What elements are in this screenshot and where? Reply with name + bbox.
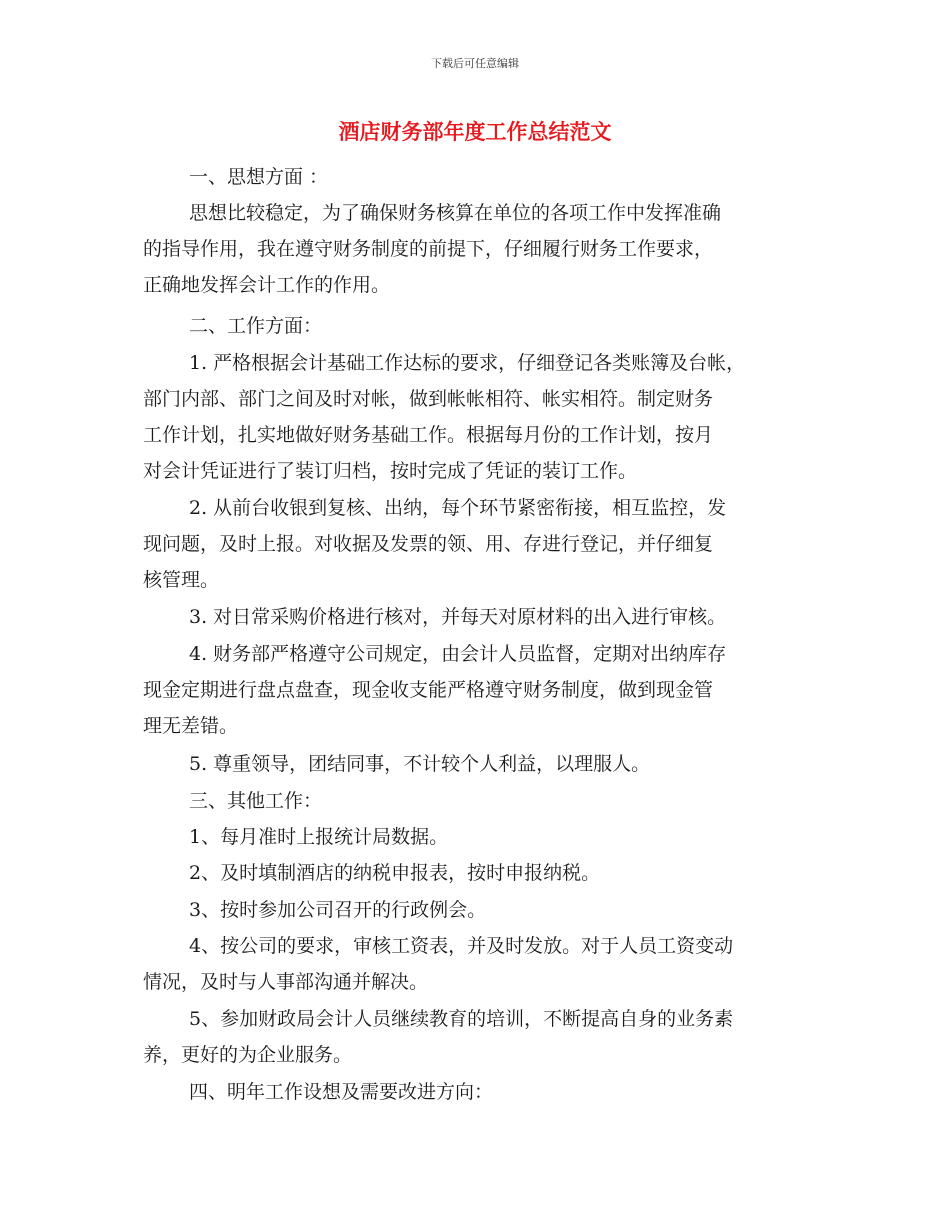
- paragraph: [143, 928, 813, 1000]
- paragraph-line: 情况，及时与人事部沟通并解决。: [143, 971, 429, 993]
- paragraph-line: 3、按时参加公司召开的行政例会。: [189, 899, 487, 921]
- paragraph-line: 三、其他工作：: [189, 790, 323, 812]
- paragraph: [143, 636, 813, 744]
- paragraph-line: 2、及时填制酒店的纳税申报表，按时申报纳税。: [189, 862, 601, 884]
- paragraph-line: 一、思想方面 ：: [189, 166, 329, 188]
- paragraph: [143, 819, 813, 855]
- paragraph: [143, 1074, 813, 1110]
- header-note: 下载后可任意编辑: [431, 57, 519, 70]
- paragraph-line: 养，更好的为企业服务。: [143, 1044, 353, 1066]
- paragraph-line: 4. 财务部严格遵守公司规定，由会计人员监督，定期对出纳库存: [189, 643, 727, 665]
- paragraph: [143, 892, 813, 928]
- paragraph-line: 4、按公司的要求，审核工资表，并及时发放。对于人员工资变动: [189, 935, 734, 957]
- paragraph-line: 四、明年工作设想及需要改进方向：: [189, 1081, 494, 1103]
- paragraph-line: 工作计划，扎实地做好财务基础工作。根据每月份的工作计划，按月: [143, 424, 714, 446]
- paragraph-line: 5. 尊重领导，团结同事，不计较个人利益，以理服人。: [189, 753, 651, 775]
- paragraph: [143, 1001, 813, 1073]
- paragraph-line: 1、每月准时上报统计局数据。: [189, 826, 449, 848]
- paragraph: [143, 490, 813, 598]
- paragraph-line: 的指导作用，我在遵守财务制度的前提下，仔细履行财务工作要求，: [143, 238, 714, 260]
- paragraph: [143, 308, 813, 344]
- paragraph-line: 思想比较稳定，为了确保财务核算在单位的各项工作中发挥准确: [189, 202, 722, 224]
- paragraph: [143, 855, 813, 891]
- paragraph: [143, 746, 813, 782]
- paragraph: [143, 599, 813, 635]
- paragraph-line: 二、工作方面：: [189, 315, 323, 337]
- paragraph: [143, 783, 813, 819]
- paragraph-line: 正确地发挥会计工作的作用。: [143, 274, 391, 296]
- paragraph: [143, 195, 813, 303]
- paragraph-line: 对会计凭证进行了装订归档，按时完成了凭证的装订工作。: [143, 460, 638, 482]
- paragraph-line: 2. 从前台收银到复核、出纳，每个环节紧密衔接，相互监控，发: [189, 497, 727, 519]
- paragraph-line: 现问题，及时上报。对收据及发票的领、用、存进行登记，并仔细复: [143, 533, 714, 555]
- paragraph-line: 核管理。: [143, 569, 220, 591]
- paragraph-line: 理无差错。: [143, 715, 239, 737]
- paragraph-line: 1. 严格根据会计基础工作达标的要求，仔细登记各类账簿及台帐，: [189, 352, 746, 374]
- document-title: 酒店财务部年度工作总结范文: [338, 119, 612, 144]
- paragraph-line: 部门内部、部门之间及时对帐，做到帐帐相符、帐实相符。制定财务: [143, 388, 714, 410]
- paragraph-line: 3. 对日常采购价格进行核对，并每天对原材料的出入进行审核。: [189, 606, 727, 628]
- paragraph: [143, 159, 813, 195]
- paragraph: [143, 345, 813, 489]
- paragraph-line: 5、参加财政局会计人员继续教育的培训，不断提高自身的业务素: [189, 1008, 734, 1030]
- paragraph-line: 现金定期进行盘点盘查，现金收支能严格遵守财务制度，做到现金管: [143, 679, 714, 701]
